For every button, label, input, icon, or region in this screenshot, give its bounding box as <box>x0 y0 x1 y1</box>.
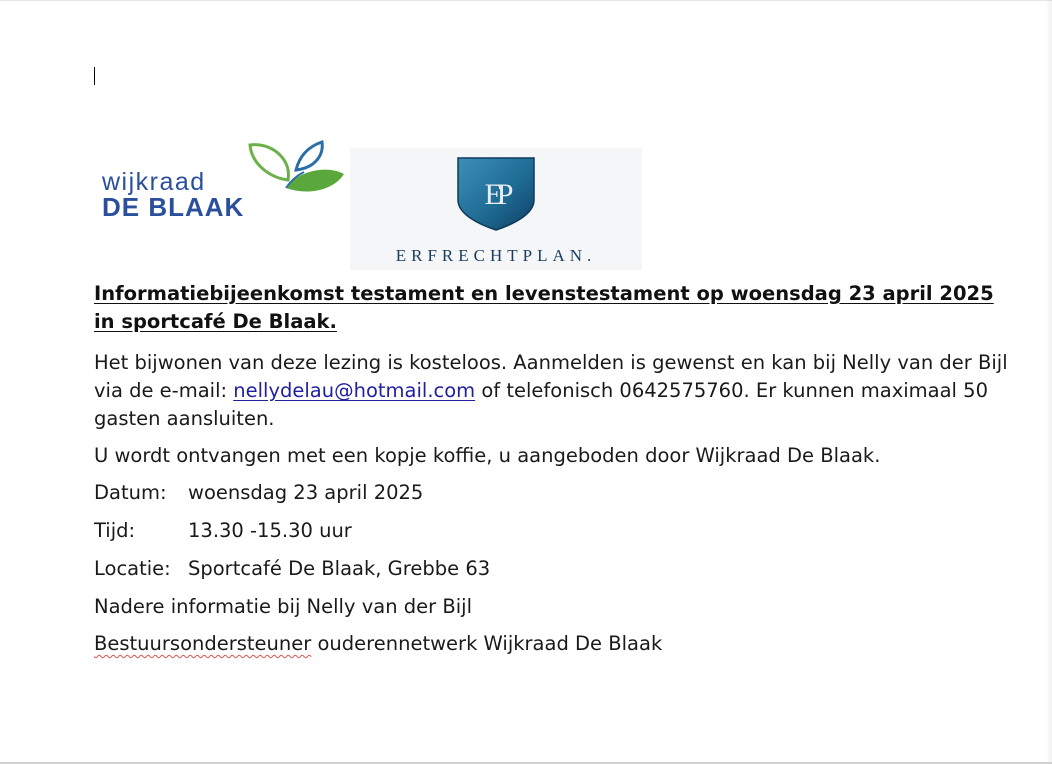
role-paragraph <box>94 630 1019 658</box>
role-text: ouderennetwerk Wijkraad De Blaak <box>311 632 663 655</box>
erfrecht-logo-name: ERFRECHTPLAN. <box>395 246 597 265</box>
text-cursor <box>94 67 95 85</box>
detail-label: Locatie: <box>94 557 171 580</box>
detail-label: Datum: <box>94 481 167 504</box>
detail-value: woensdag 23 april 2025 <box>188 481 424 504</box>
wijkraad-logo-line1: wijkraad <box>102 168 206 196</box>
leaf-green-right-icon <box>286 170 344 192</box>
detail-row-tijd <box>94 517 1019 545</box>
erfrechtplan-logo <box>350 148 642 270</box>
intro-paragraph <box>94 349 1019 433</box>
misspelled-word[interactable]: Bestuursondersteuner <box>94 632 312 655</box>
detail-value: 13.30 -15.30 uur <box>188 519 352 542</box>
erfrecht-monogram: EP <box>484 178 508 211</box>
more-info-paragraph: Nadere informatie bij Nelly van der Bijl <box>94 595 472 618</box>
welcome-paragraph: U wordt ontvangen met een kopje koffie, u aangeboden door Wijkraad De Blaak. <box>94 444 881 467</box>
detail-row-locatie <box>94 555 1019 583</box>
detail-row-datum <box>94 479 1019 507</box>
email-link[interactable]: nellydelau@hotmail.com <box>233 379 476 402</box>
wijkraad-de-blaak-logo <box>100 140 346 222</box>
detail-value: Sportcafé De Blaak, Grebbe 63 <box>188 557 491 580</box>
intro-text-continued: of telefonisch 0642575760. Er kunnen maximaal 50 gasten aansluiten. <box>94 379 988 430</box>
page-top-edge <box>0 0 1052 1</box>
wijkraad-logo-line2: DE BLAAK <box>102 192 245 222</box>
document-heading: Informatiebijeenkomst testament en levenstestament op woensdag 23 april 2025 in sportcafé De Blaak. <box>94 282 994 333</box>
document-body[interactable] <box>94 280 1019 667</box>
detail-label: Tijd: <box>94 519 136 542</box>
leaf-blue-icon <box>296 142 322 170</box>
page-right-shadow <box>1046 0 1052 764</box>
leaf-green-left-icon <box>250 145 288 180</box>
intro-text: Het bijwonen van deze lezing is kosteloos. Aanmelden is gewenst en kan bij Nelly van der Bijl via de e-mail: <box>94 351 1008 402</box>
